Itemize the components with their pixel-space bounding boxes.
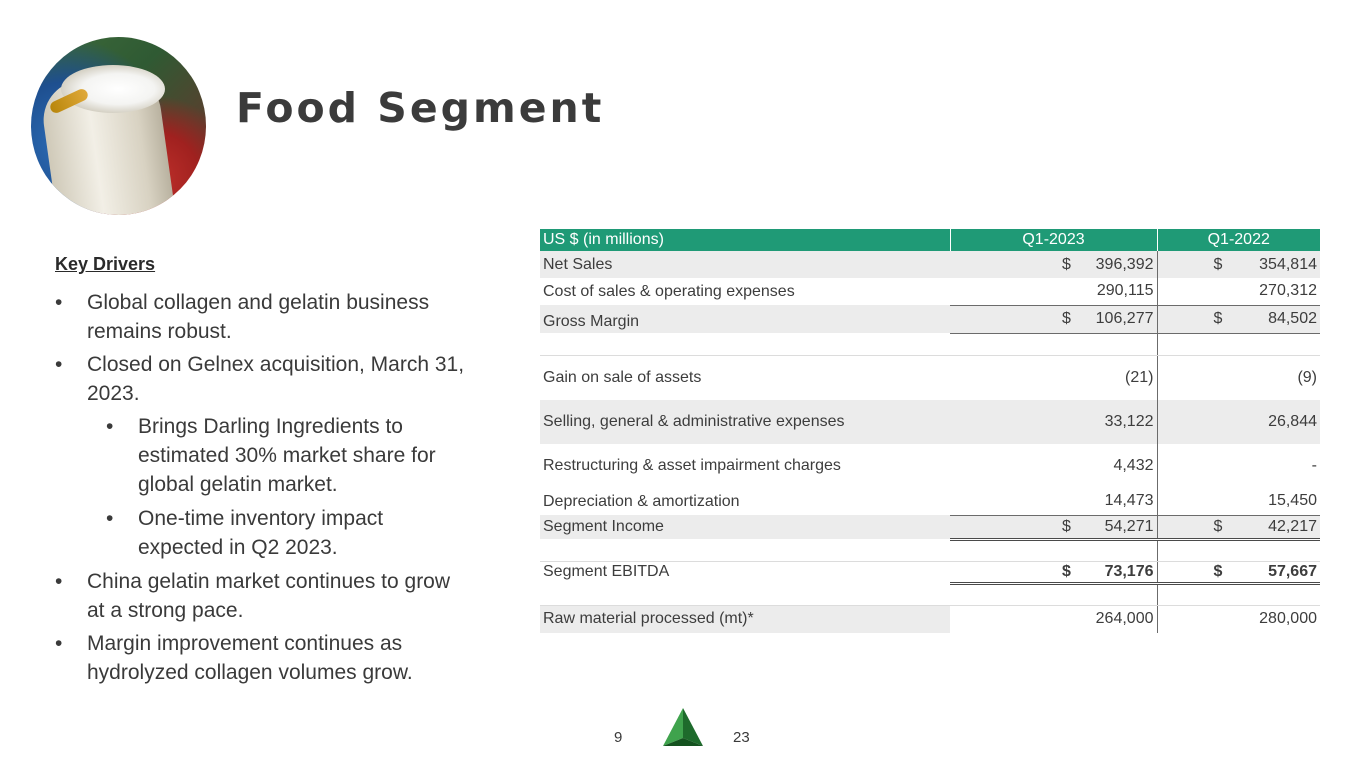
value-q1-2023: $ 396,392 [950, 251, 1157, 278]
value-q1-2022: 270,312 [1259, 282, 1317, 300]
value-q1-2022: 26,844 [1157, 400, 1320, 444]
bullet-dot: • [55, 632, 63, 655]
page-number-left: 9 [614, 729, 623, 746]
bullet-dot: • [55, 353, 63, 376]
page-number-right: 23 [733, 729, 750, 746]
table-row [540, 605, 1320, 633]
value-q1-2023: $ 106,277 [950, 305, 1157, 333]
bullet-text: China gelatin market continues to grow at a strong pace. [87, 570, 451, 622]
table-row [540, 251, 1320, 278]
table-row [540, 444, 1320, 488]
jar-lid-powder [61, 65, 165, 113]
currency-symbol: $ [1062, 517, 1071, 535]
key-driver-sub-bullet [106, 504, 486, 562]
key-drivers-heading: Key Drivers [55, 254, 156, 274]
value-q1-2023: $ 73,176 [950, 561, 1157, 583]
value-q1-2023: (21) [950, 355, 1157, 400]
value-q1-2023: 14,473 [950, 488, 1157, 515]
currency-symbol: $ [1213, 517, 1223, 535]
spacer-row [540, 583, 1320, 605]
value-q1-2023: 290,115 [950, 278, 1157, 305]
spacer-row [540, 539, 1320, 561]
key-driver-bullet [55, 350, 495, 408]
product-photo [31, 37, 206, 215]
table-row [540, 488, 1320, 515]
row-label: Selling, general & administrative expenses [540, 400, 950, 444]
currency-symbol: $ [1062, 310, 1071, 327]
value-q1-2022: $ 57,667 [1157, 561, 1320, 583]
table-row [540, 305, 1320, 333]
table-row [540, 400, 1320, 444]
row-label: Segment EBITDA [543, 563, 670, 581]
row-label: Gain on sale of assets [543, 368, 702, 386]
key-driver-sub-bullet [106, 412, 486, 499]
bullet-dot: • [55, 570, 63, 593]
value-q1-2023: 4,432 [950, 444, 1157, 488]
value-q1-2023: $ 54,271 [950, 515, 1157, 539]
bullet-dot: • [106, 507, 114, 530]
row-label: Segment Income [540, 515, 950, 539]
currency-symbol: $ [1213, 255, 1223, 273]
currency-symbol: $ [1062, 255, 1071, 273]
spacer-row [540, 333, 1320, 355]
row-label: Gross Margin [540, 305, 950, 333]
key-driver-bullet [55, 288, 495, 346]
table-header-row [540, 229, 1320, 251]
value-q1-2022: - [1311, 457, 1317, 474]
key-driver-bullet [55, 567, 495, 625]
currency-symbol: $ [1062, 562, 1071, 580]
bullet-text: Closed on Gelnex acquisition, March 31, 2023. [87, 353, 465, 405]
value-q1-2022: $ 42,217 [1157, 515, 1320, 539]
value-q1-2023: 33,122 [950, 400, 1157, 444]
bullet-text: Global collagen and gelatin business remains robust. [87, 291, 430, 343]
page-title: Food Segment [236, 84, 605, 132]
bullet-dot: • [106, 415, 114, 438]
table-row [540, 278, 1320, 305]
row-label: Depreciation & amortization [543, 492, 740, 510]
value-q1-2022: (9) [1297, 368, 1317, 386]
table-row [540, 515, 1320, 539]
column-header-q1-2022: Q1-2022 [1157, 229, 1320, 251]
bullet-text: One-time inventory impact expected in Q2 2023. [138, 507, 384, 559]
bullet-text: Margin improvement continues as hydrolyzed collagen volumes grow. [87, 632, 413, 684]
value-q1-2022: $ 84,502 [1157, 305, 1320, 333]
company-logo-icon [663, 708, 703, 746]
table-row [540, 561, 1320, 583]
table-row [540, 355, 1320, 400]
bullet-text: Brings Darling Ingredients to estimated 30% market share for global gelatin market. [138, 415, 436, 496]
key-driver-bullet [55, 629, 495, 687]
value-q1-2022: 280,000 [1157, 605, 1320, 633]
value-q1-2023: 264,000 [950, 605, 1157, 633]
currency-symbol: $ [1213, 310, 1223, 327]
value-q1-2022: $ 354,814 [1157, 251, 1320, 278]
column-header-label: US $ (in millions) [540, 229, 950, 251]
value-q1-2022: 15,450 [1268, 492, 1317, 510]
row-label: Net Sales [540, 251, 950, 278]
currency-symbol: $ [1213, 562, 1223, 580]
row-label: Restructuring & asset impairment charges [543, 457, 841, 474]
bullet-dot: • [55, 291, 63, 314]
financial-table [540, 229, 1320, 633]
column-header-q1-2023: Q1-2023 [950, 229, 1157, 251]
row-label: Cost of sales & operating expenses [543, 282, 795, 300]
row-label: Raw material processed (mt)* [540, 605, 950, 633]
